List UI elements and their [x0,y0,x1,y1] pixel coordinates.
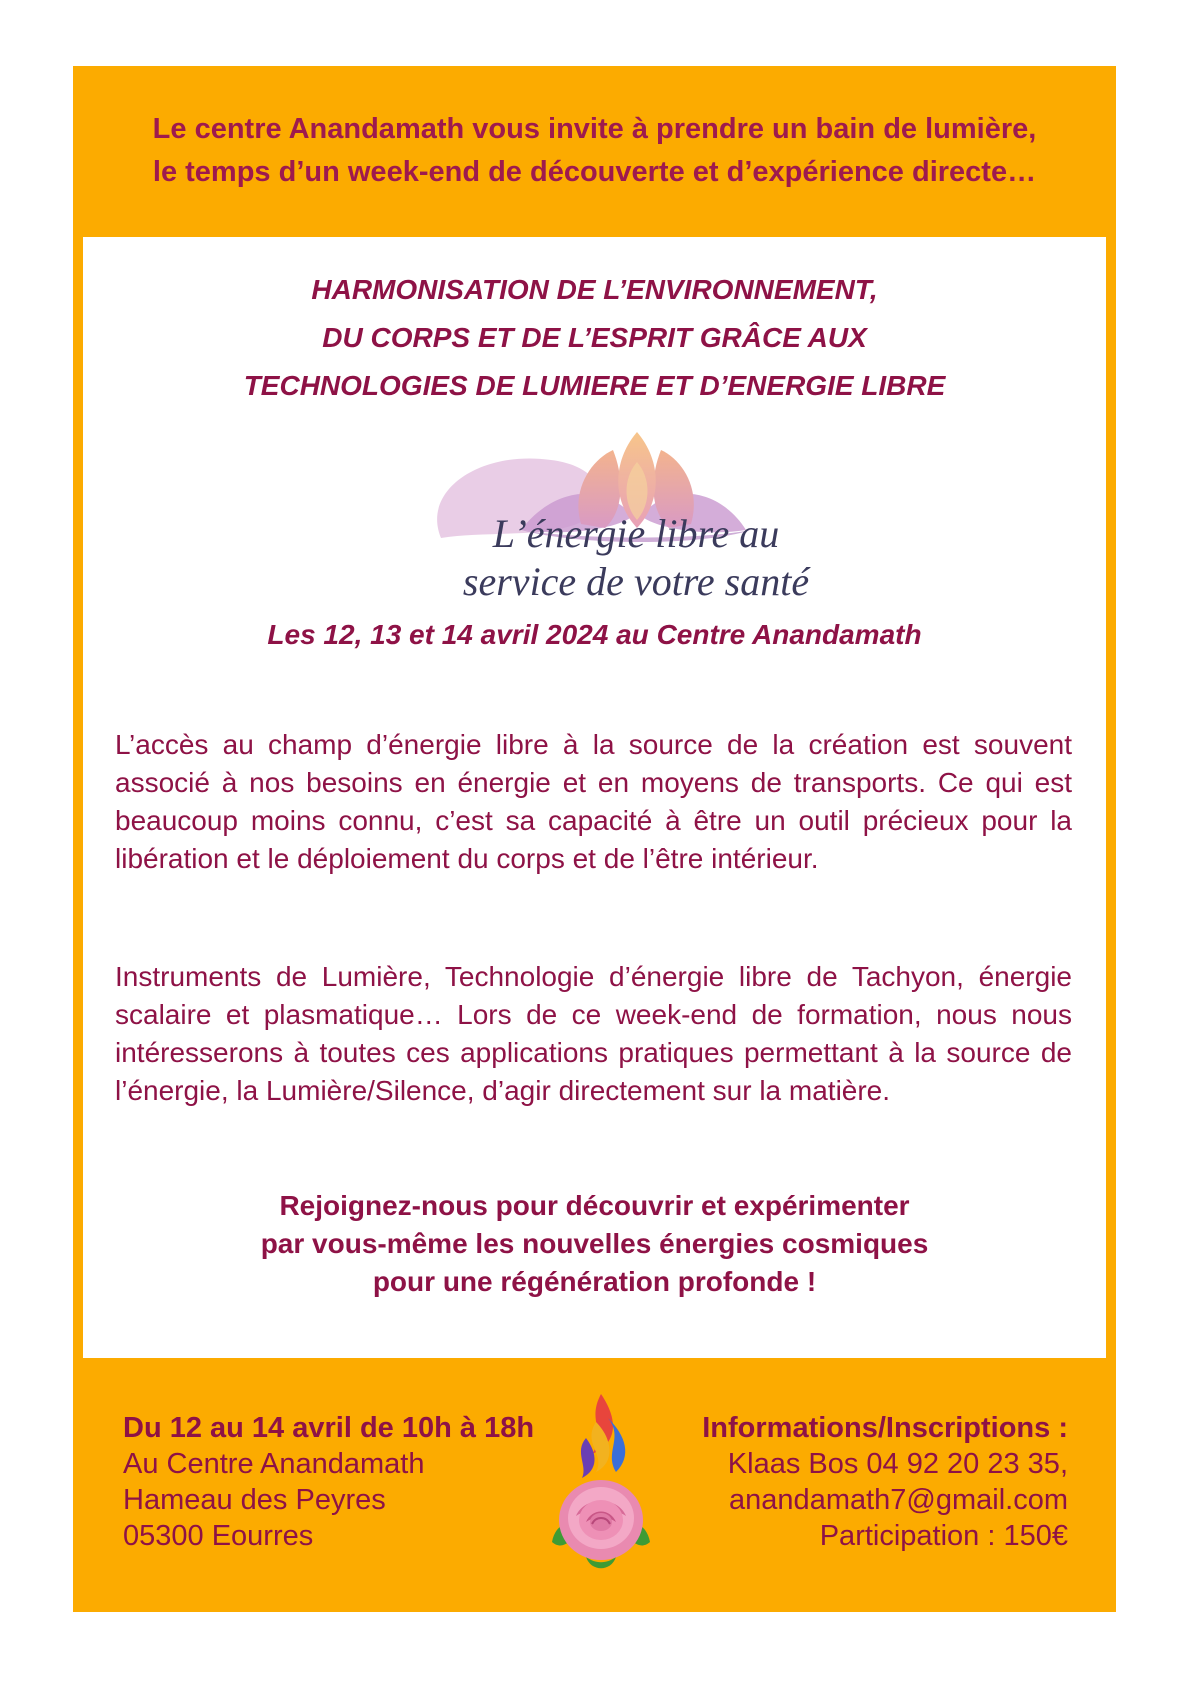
content-panel [83,237,1106,1358]
footer-contact [702,1410,1068,1554]
contact-phone: Klaas Bos 04 92 20 23 35, [727,1448,1068,1480]
title-line-2: DU CORPS ET DE L’ESPRIT GRÂCE AUX [322,322,867,353]
header-line-1: Le centre Anandamath vous invite à prendre un bain de lumière, [152,113,1037,145]
contact-email: anandamath7@gmail.com [729,1484,1068,1516]
venue-hamlet: Hameau des Peyres [123,1484,386,1516]
footer-schedule [123,1410,534,1554]
call-to-action [83,1187,1106,1301]
rose-flame-icon [546,1392,656,1582]
logo-text-line-1: L’énergie libre au [492,511,780,556]
venue-postcode: 05300 Eourres [123,1520,314,1552]
event-title [83,266,1106,410]
footer [73,1360,1116,1612]
cta-line-1: Rejoignez-nous pour découvrir et expérimenter [279,1190,910,1221]
logo-text-line-2: service de votre santé [462,559,810,604]
paragraph-1: L’accès au champ d’énergie libre à la source de la création est souvent associé à nos besoins en énergie et en moyens de transports. Ce qui est beaucoup moins connu, c’est sa capacité à être un outil précieux pour la libération et le déploiement du corps et de l’être intérieur. [115,729,1072,874]
participation-fee: Participation : 150€ [819,1520,1068,1552]
event-dates: Les 12, 13 et 14 avril 2024 au Centre Anandamath [267,619,922,650]
cta-line-3: pour une régénération profonde ! [372,1266,817,1297]
paragraph-2: Instruments de Lumière, Technologie d’énergie libre de Tachyon, énergie scalaire et plasmatique… Lors de ce week-end de formation, nous nous intéresserons à toutes ces applications pratiques permettant à la source de l’énergie, la Lumière/Silence, d’agir directement sur la matière. [115,961,1072,1106]
venue-name: Au Centre Anandamath [123,1448,425,1480]
header [73,66,1116,236]
rose-flame-emblem [546,1392,656,1582]
title-line-1: HARMONISATION DE L’ENVIRONNEMENT, [311,274,878,305]
header-line-2: le temps d’un week-end de découverte et d’expérience directe… [152,156,1037,188]
contact-heading: Informations/Inscriptions : [702,1412,1068,1444]
title-line-3: TECHNOLOGIES DE LUMIERE ET D’ENERGIE LIBRE [243,370,946,401]
schedule-heading: Du 12 au 14 avril de 10h à 18h [123,1412,535,1444]
cta-line-2: par vous-même les nouvelles énergies cosmiques [260,1228,929,1259]
lotus-logo [401,420,871,620]
